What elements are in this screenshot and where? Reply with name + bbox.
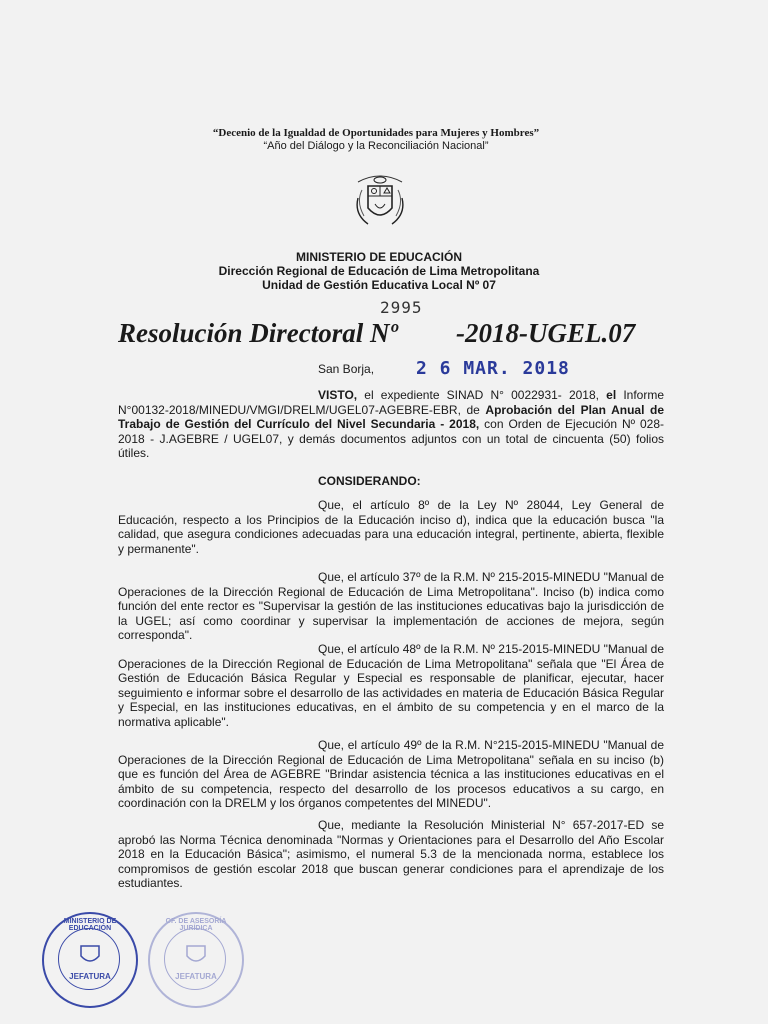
- peru-coat-of-arms-icon: [350, 168, 410, 234]
- considerando-paragraph: Que, el artículo 49º de la R.M. N°215-2015-MINEDU "Manual de Operaciones de la Dirección Regional de Educación de Lima Metropolitana" señala en su inciso (b) que es función del Área de AGEBRE "Brindar asistencia técnica a las instituciones educativas en el ámbito de su competencia, respecto del desarrollo de los procesos educativos a su cargo, en coordinación con la DRELM y los órganos competentes del MINEDU".: [118, 738, 664, 811]
- ministry-name: MINISTERIO DE EDUCACIÓN: [295, 250, 462, 264]
- year-motto: “Año del Diálogo y la Reconciliación Nacional”: [263, 140, 489, 152]
- considerando-heading: CONSIDERANDO:: [318, 474, 421, 488]
- considerando-paragraph: Que, mediante la Resolución Ministerial N° 657-2017-ED se aprobó las Norma Técnica denominada "Normas y Orientaciones para el Desarrollo del Año Escolar 2018 en la Educación Básica"; asimismo, el numeral 5.3 de la mencionada norma, establece los compromisos de gestión escolar 2018 que buscan generar condiciones para el aprendizaje de los estudiantes.: [118, 818, 664, 891]
- visto-paragraph: VISTO, el expediente SINAD N° 0022931- 2018, el Informe N°00132-2018/MINEDU/VMGI/DRELM/UGEL07-AGEBRE-EBR, de Aprobación del Plan Anual de Trabajo de Gestión del Currículo del Nivel Secundaria - 2018, con Orden de Ejecución Nº 028-2018 - J.AGEBRE / UGEL07, y demás documentos adjuntos con un total de cincuenta (50) folios útiles.: [118, 388, 665, 461]
- shield-icon: [78, 944, 102, 966]
- date-stamp: 2 6 MAR. 2018: [416, 358, 570, 379]
- local-unit: Unidad de Gestión Educativa Local Nº 07: [262, 278, 496, 292]
- decade-motto: “Decenio de la Igualdad de Oportunidades para Mujeres y Hombres”: [212, 127, 540, 139]
- legal-office-seal-stamp: OF. DE ASESORÍA JURÍDICA JEFATURA: [148, 912, 244, 1008]
- considerando-paragraph: Que, el artículo 48º de la R.M. Nº 215-2015-MINEDU "Manual de Operaciones de la Dirección Regional de Educación de Lima Metropolitana" señala que "El Área de Gestión de Educación Básica Regular y Especial es responsable de planificar, ejecutar, hacer seguimiento e informar sobre el desarrollo de las actividades en materia de Educación Básica Regular y Especial, en las instituciones educativas, en el ámbito de su competencia y en el marco de la normativa aplicable".: [118, 642, 664, 729]
- shield-icon: [184, 944, 208, 966]
- considerando-paragraph: Que, el artículo 37º de la R.M. Nº 215-2015-MINEDU "Manual de Operaciones de la Dirección Regional de Educación de Lima Metropolitana". Inciso (b) indica como función del ente rector es "Supervisar la gestión de las instituciones educativas bajo la jurisdicción de la UGEL; así como coordinar y supervisar la implementación de acciones de mejora, según corresponda".: [118, 570, 664, 643]
- regional-direction: Dirección Regional de Educación de Lima Metropolitana: [218, 264, 540, 278]
- resolution-number: 2995: [380, 298, 423, 317]
- resolution-title: Resolución Directoral Nº: [118, 318, 398, 348]
- resolution-suffix: -2018-UGEL.07: [456, 318, 636, 348]
- considerando-paragraph: Que, el artículo 8º de la Ley Nº 28044, Ley General de Educación, respecto a los Principios de la Educación inciso d), indica que la educación busca "la calidad, que asegura condiciones adecuadas para una educación integral, pertinente, abierta, flexible y permanente".: [118, 498, 664, 556]
- ministry-seal-stamp: MINISTERIO DE EDUCACIÓN JEFATURA: [42, 912, 138, 1008]
- place: San Borja,: [318, 362, 375, 376]
